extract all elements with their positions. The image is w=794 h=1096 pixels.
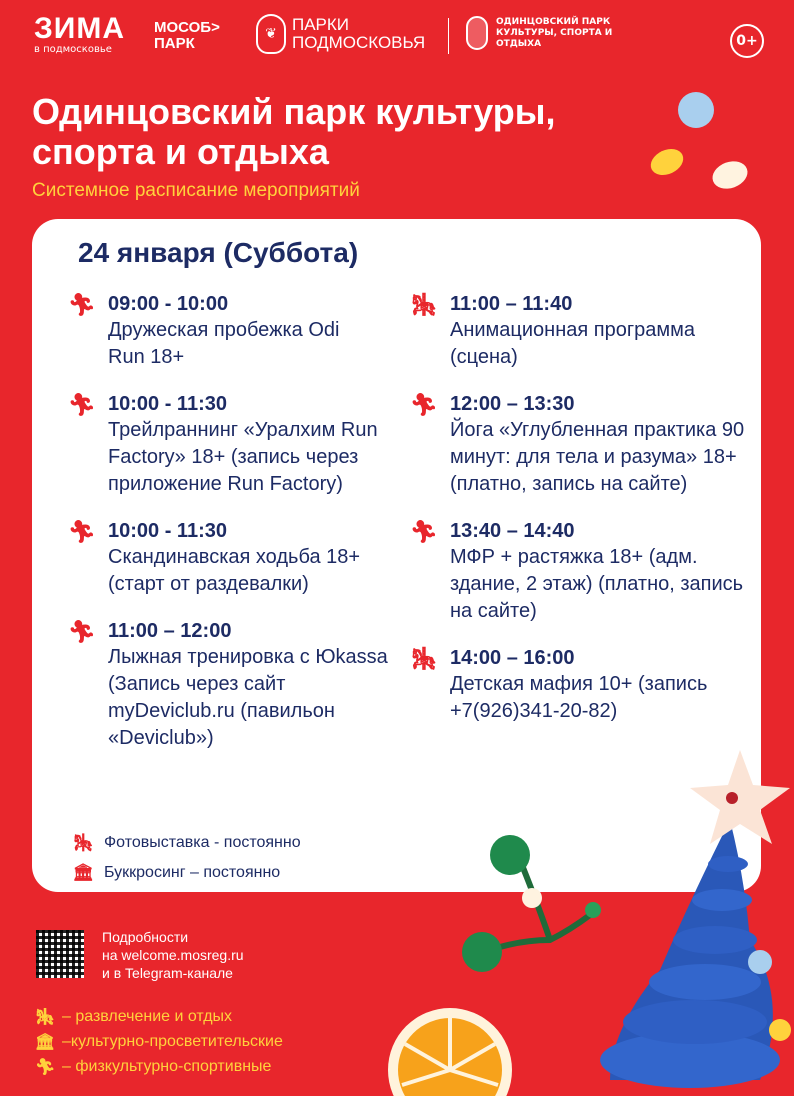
orange-slice-icon [388, 1008, 512, 1096]
event-description: МФР + растяжка 18+ (адм. здание, 2 этаж) (платно, запись на сайте) [450, 546, 744, 622]
museum-icon: 🏛︎ [72, 863, 94, 882]
decor-circle-blue [678, 92, 714, 128]
event-description: Дружеская пробежка Odi Run 18+ [108, 319, 340, 368]
carousel-icon: 🎠︎ [34, 1009, 56, 1026]
legend-item [34, 1032, 283, 1052]
parki-logo-line2: ПОДМОСКОВЬЯ [292, 33, 426, 52]
event-description: Скандинавская ходьба 18+ (старт от раздевалки) [108, 546, 361, 595]
event-time: 10:00 - 11:30 [108, 520, 227, 542]
age-rating-badge: 0+ [730, 24, 764, 58]
winter-decoration-illustration [360, 740, 794, 1096]
runner-icon: 🏃︎ [410, 520, 438, 545]
leaf-emblem-icon [466, 16, 488, 50]
permanent-item-text: Фотовыставка - постоянно [104, 834, 301, 851]
legend-item [34, 1057, 271, 1077]
event-item [410, 645, 760, 725]
odintsovo-park-logo [466, 16, 616, 50]
carousel-icon: 🎠︎ [72, 833, 94, 852]
events-column-left [68, 291, 398, 772]
zima-logo-subtitle: в подмосковье [34, 44, 112, 55]
event-description: Детская мафия 10+ (запись +7(926)341-20-82) [450, 673, 708, 722]
mosobpark-logo-line1: МОСОБ> [154, 19, 220, 36]
event-item [68, 618, 398, 752]
more-info-line1: Подробности [102, 929, 189, 945]
runner-icon: 🏃︎ [410, 393, 438, 418]
mosobpark-logo-line2: ПАРК [154, 35, 195, 52]
event-item [410, 518, 760, 625]
carousel-icon: 🎠︎ [410, 647, 438, 672]
events-column-right [410, 291, 760, 745]
event-item [410, 291, 760, 371]
berries-icon [462, 835, 601, 972]
event-time: 11:00 – 11:40 [450, 293, 573, 315]
page-subtitle: Системное расписание мероприятий [32, 180, 360, 201]
museum-icon: 🏛︎ [34, 1034, 56, 1051]
legend-item-text: – развлечение и отдых [62, 1008, 233, 1025]
event-item [68, 518, 398, 598]
carousel-icon: 🎠︎ [410, 293, 438, 318]
schedule-date: 24 января (Суббота) [78, 237, 359, 268]
decor-circle-white [709, 157, 752, 194]
event-item [410, 391, 760, 498]
page-title: Одинцовский парк культуры, спорта и отдыха [32, 91, 556, 172]
event-time: 09:00 - 10:00 [108, 293, 229, 315]
permanent-item [70, 863, 280, 883]
event-item [68, 391, 398, 498]
runner-icon: 🏃︎ [68, 293, 96, 318]
decor-circle-yellow [769, 1019, 791, 1041]
zima-logo-title: ЗИМА [34, 12, 126, 45]
event-time: 13:40 – 14:40 [450, 520, 575, 542]
runner-icon: 🏃︎ [68, 520, 96, 545]
event-description: Йога «Углубленная практика 90 минут: для тела и разума» 18+ (платно, запись на сайте) [450, 419, 745, 495]
parki-logo-line1: ПАРКИ [292, 15, 350, 34]
runner-icon: 🏃︎ [68, 393, 96, 418]
event-description: Лыжная тренировка с Юkassa (Запись через сайт myDeviclub.ru (павильон «Deviclub») [108, 646, 388, 749]
zima-logo [34, 14, 125, 56]
qr-code[interactable] [36, 930, 84, 978]
event-description: Трейлраннинг «Уралхим Run Factory» 18+ (запись через приложение Run Factory) [108, 419, 378, 495]
event-item [68, 291, 398, 371]
more-info-line3: и в Telegram-канале [102, 965, 233, 981]
legend-item [34, 1007, 232, 1027]
permanent-item-text: Буккросинг – постоянно [104, 864, 281, 881]
event-time: 14:00 – 16:00 [450, 647, 575, 669]
event-time: 11:00 – 12:00 [108, 620, 232, 642]
mosobpark-logo [154, 20, 220, 52]
legend-item-text: –культурно-просветительские [62, 1033, 283, 1050]
more-info-line2: на welcome.mosreg.ru [102, 947, 244, 963]
star-icon [690, 750, 790, 844]
runner-icon: 🏃︎ [68, 620, 96, 645]
decor-circle-blue [748, 950, 772, 974]
odintsovo-park-logo-text: ОДИНЦОВСКИЙ ПАРК КУЛЬТУРЫ, СПОРТА И ОТДЫХА [496, 16, 613, 49]
parki-emblem-icon: ❦ [256, 14, 286, 54]
event-time: 10:00 - 11:30 [108, 393, 227, 415]
logo-divider [448, 18, 449, 54]
legend-item-text: – физкультурно-спортивные [62, 1058, 272, 1075]
event-time: 12:00 – 13:30 [450, 393, 575, 415]
header-logos [34, 14, 764, 58]
runner-icon: 🏃︎ [34, 1059, 56, 1076]
more-info [102, 928, 244, 982]
permanent-item [70, 833, 301, 853]
parki-logo [256, 14, 425, 54]
event-description: Анимационная программа (сцена) [450, 319, 696, 368]
